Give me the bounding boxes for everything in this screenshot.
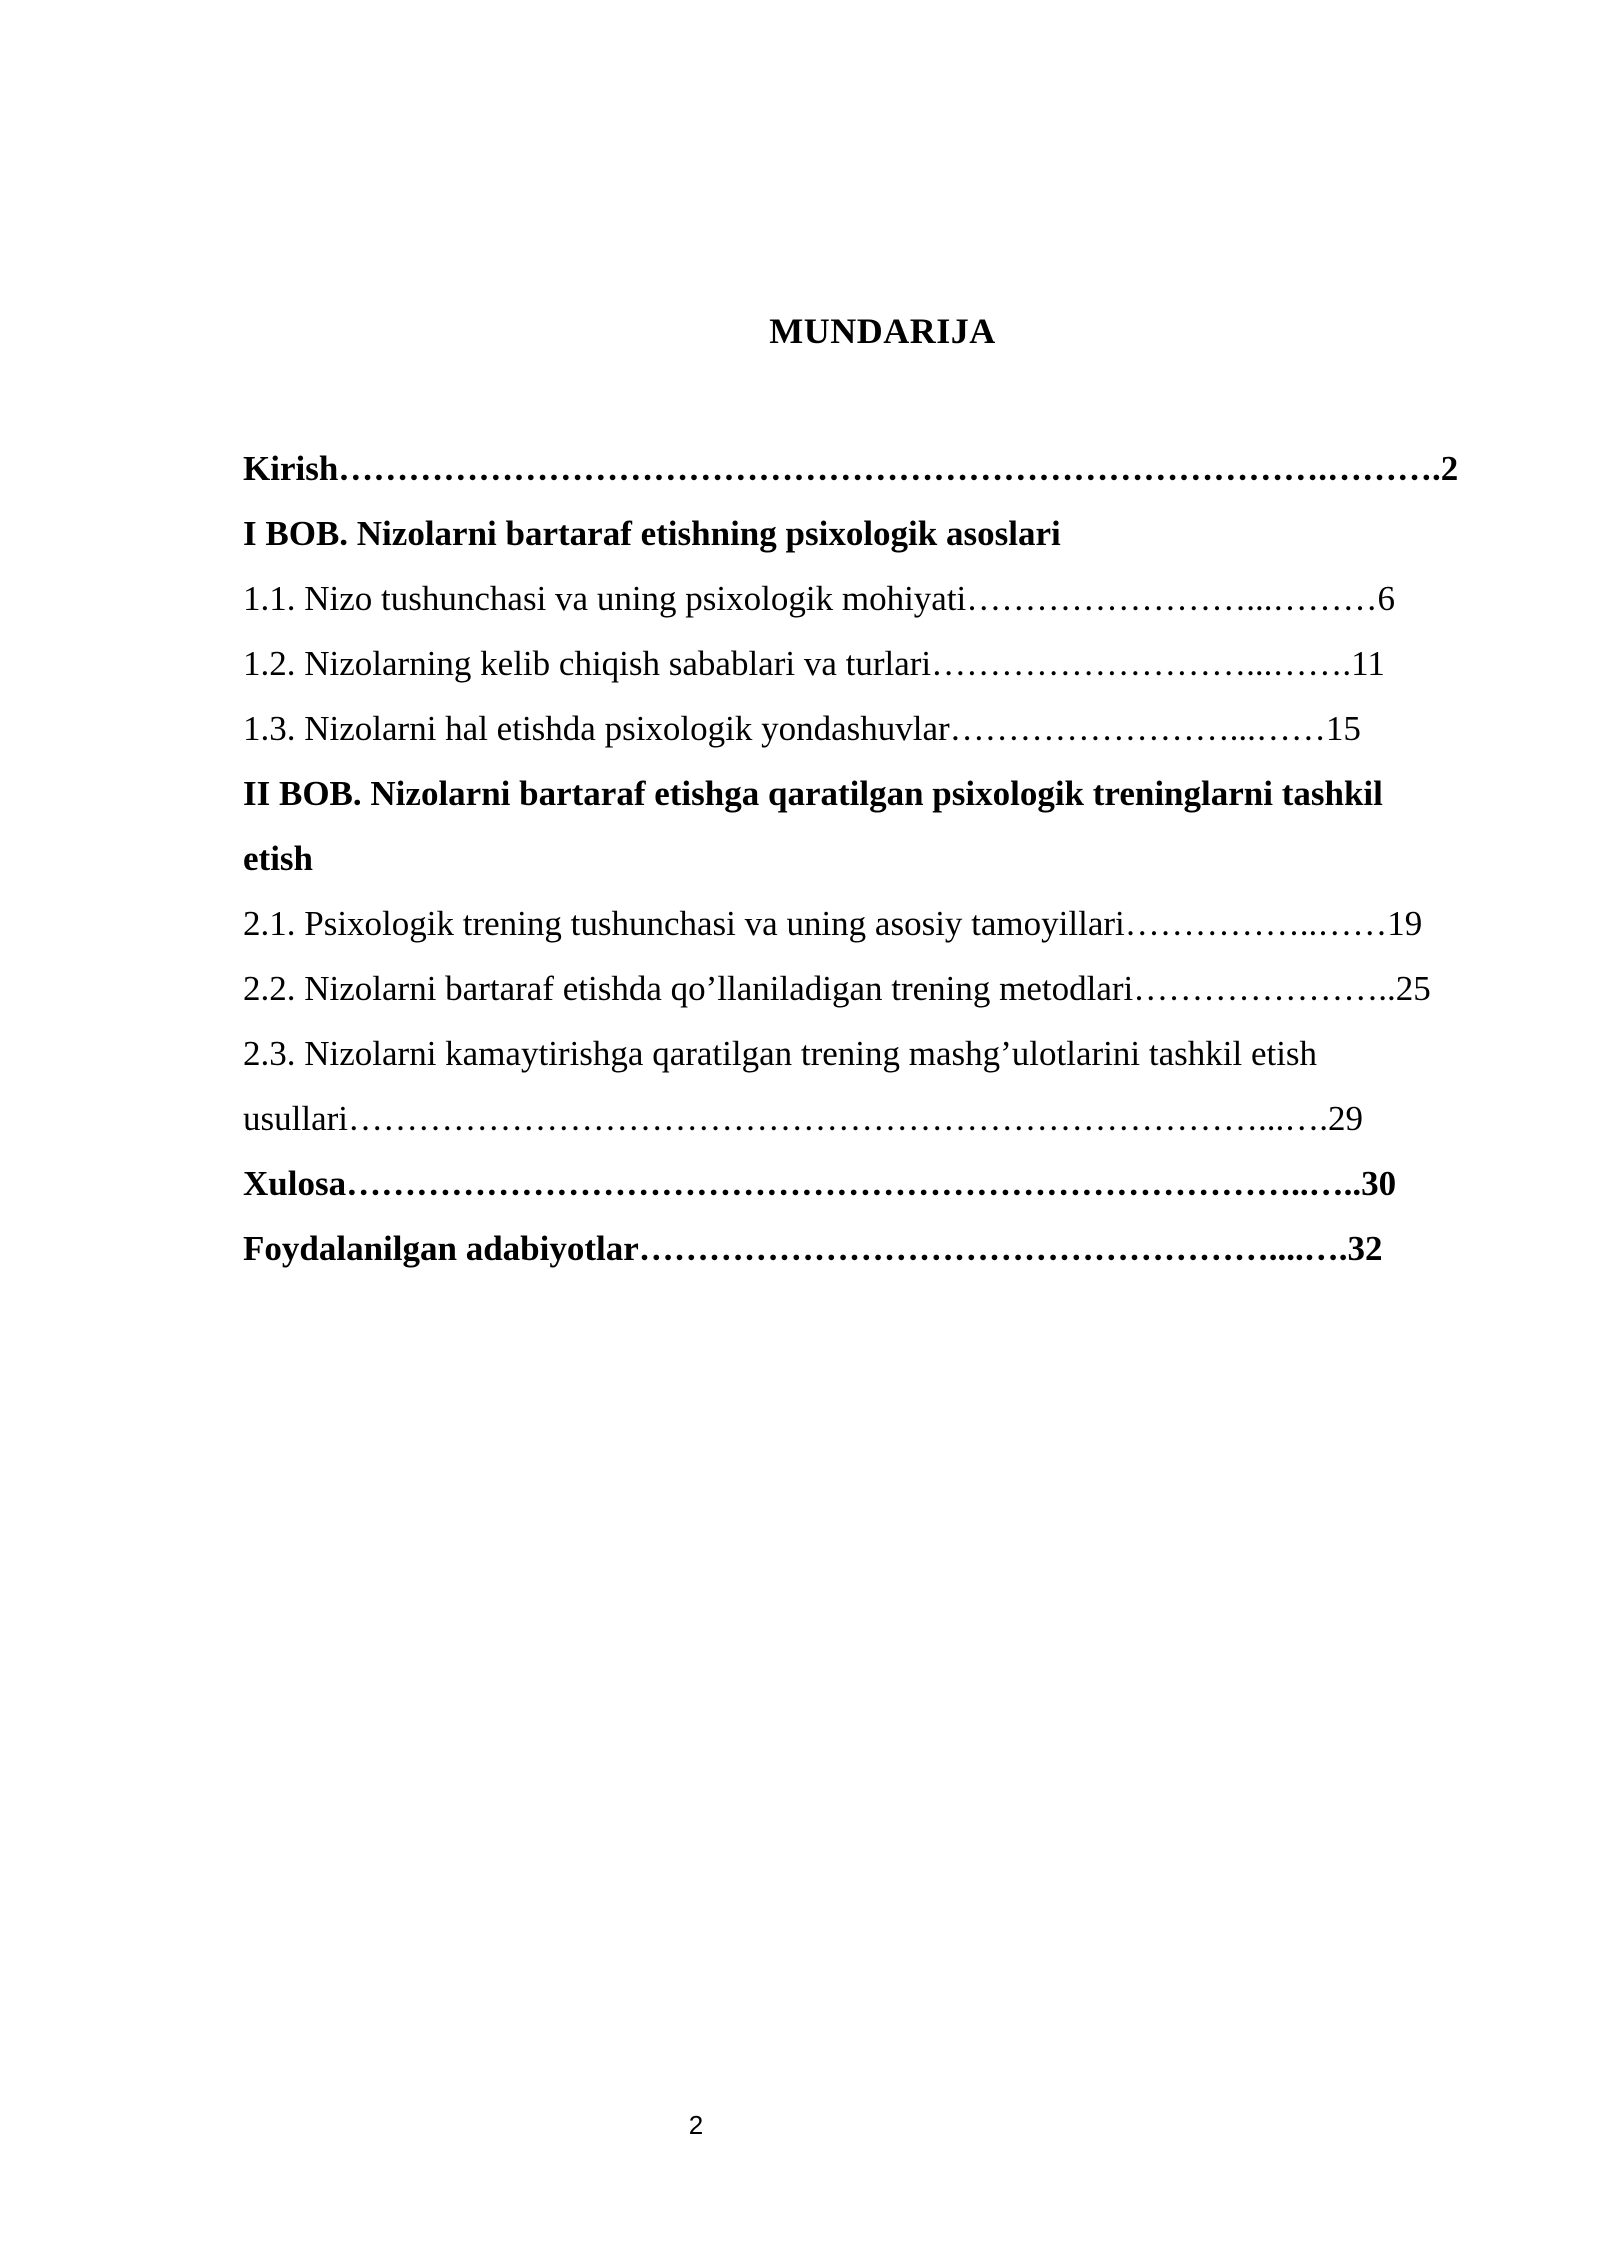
toc-chapter-2-heading: II BOB. Nizolarni bartaraf etishga qaratilgan psixologik treninglarni tashkil	[243, 774, 1383, 813]
toc-chapter-2-heading-continued: etish	[243, 839, 313, 878]
toc-entry-2-2: 2.2. Nizolarni bartaraf etishda qo’llaniladigan trening metodlari…………………..25	[243, 969, 1431, 1008]
page-number: 2	[688, 2110, 704, 2140]
toc-entry-2-3: 2.3. Nizolarni kamaytirishga qaratilgan trening mashg’ulotlarini tashkil etish	[243, 1034, 1318, 1073]
toc-entry-1-3: 1.3. Nizolarni hal etishda psixologik yondashuvlar……………………...……15	[243, 709, 1361, 748]
toc-entry-xulosa: Xulosa………………………………………………………………………..…..30	[243, 1164, 1397, 1203]
toc-title: MUNDARIJA	[769, 311, 996, 351]
toc-chapter-1-heading: I BOB. Nizolarni bartaraf etishning psixologik asoslari	[243, 514, 1061, 553]
toc-entry-2-1: 2.1. Psixologik trening tushunchasi va uning asosiy tamoyillari……………..……19	[243, 904, 1423, 943]
toc-entry-1-1: 1.1. Nizo tushunchasi va uning psixologik mohiyati……………………...………6	[243, 579, 1396, 618]
toc-entry-adabiyotlar: Foydalanilgan adabiyotlar………………………………………………....….32	[243, 1229, 1383, 1268]
toc-entry-kirish: Kirish………………………………………………………………………….……….2	[243, 449, 1459, 488]
table-of-contents	[243, 436, 1523, 1281]
toc-entry-2-3-continued: usullari……………………………………………………………………...….29	[243, 1099, 1363, 1138]
toc-entry-1-2: 1.2. Nizolarning kelib chiqish sabablari va turlari………………………...…….11	[243, 644, 1385, 683]
